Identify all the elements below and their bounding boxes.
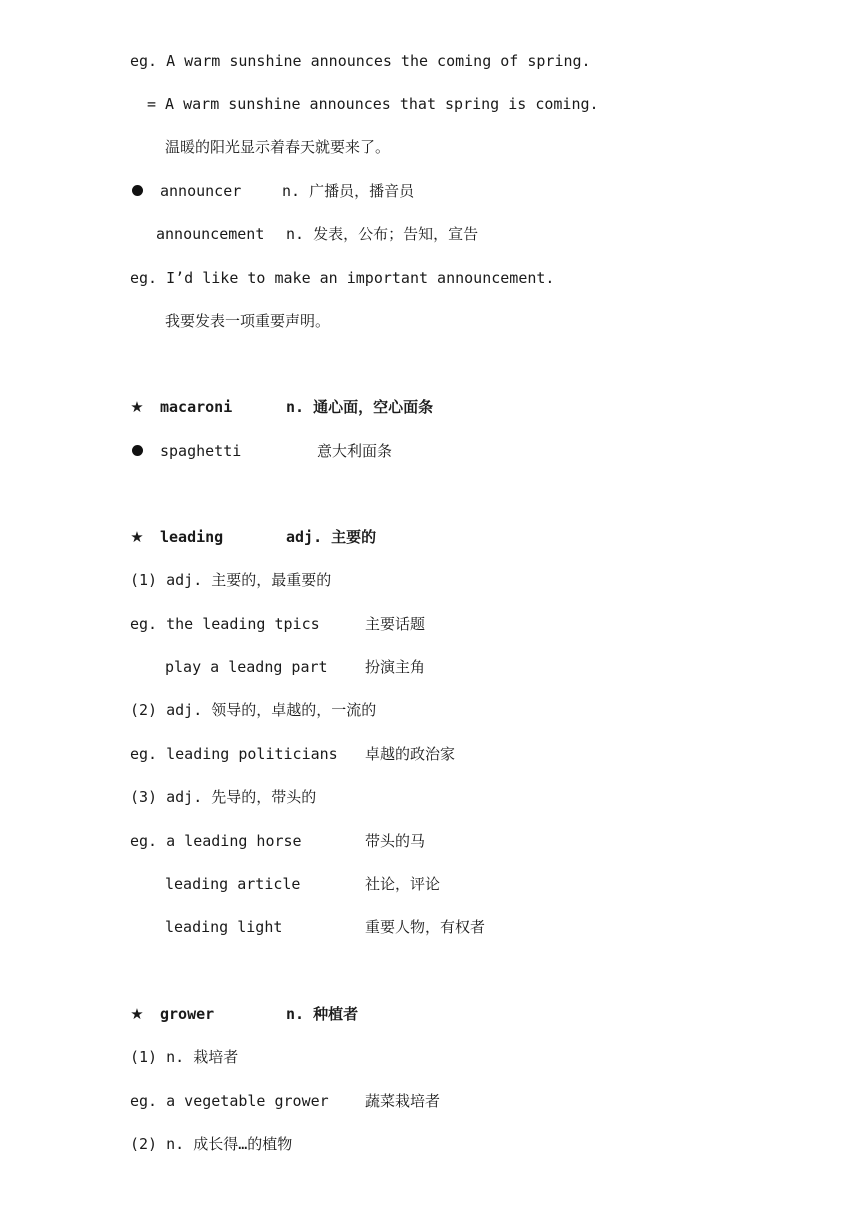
headword: grower xyxy=(160,1005,215,1023)
example-translation: 卓越的政治家 xyxy=(365,745,456,763)
star-icon: ★ xyxy=(130,398,144,416)
example-phrase: leading light xyxy=(165,918,283,936)
example-translation: 我要发表一项重要声明。 xyxy=(165,312,331,330)
example-translation: 蔬菜栽培者 xyxy=(365,1092,441,1110)
bullet-dot-icon xyxy=(130,440,144,462)
headword-definition: adj. 主要的 xyxy=(286,528,377,546)
example-phrase: eg. a leading horse xyxy=(130,832,302,850)
entry-definition: n. 发表，公布；告知，宣告 xyxy=(286,225,479,243)
example-translation: 带头的马 xyxy=(365,832,426,850)
example-phrase: eg. the leading tpics xyxy=(130,615,320,633)
entry-word: announcer xyxy=(160,182,242,200)
example-translation: 扮演主角 xyxy=(365,658,426,676)
example-translation: 社论，评论 xyxy=(365,875,441,893)
bullet-dot-icon xyxy=(130,180,144,202)
star-icon: ★ xyxy=(130,1005,144,1023)
example-sentence: eg. I’d like to make an important announcement. xyxy=(130,269,555,287)
star-icon: ★ xyxy=(130,528,144,546)
example-phrase: leading article xyxy=(165,875,301,893)
sense-line: (2) adj. 领导的，卓越的，一流的 xyxy=(130,701,377,719)
headword: macaroni xyxy=(160,398,233,416)
example-phrase: eg. a vegetable grower xyxy=(130,1092,329,1110)
sense-line: (2) n. 成长得…的植物 xyxy=(130,1135,293,1153)
sense-line: (1) n. 栽培者 xyxy=(130,1048,239,1066)
headword-definition: n. 通心面，空心面条 xyxy=(286,398,434,416)
example-sentence: eg. A warm sunshine announces the coming of spring. xyxy=(130,52,591,70)
related-word: spaghetti xyxy=(160,442,242,460)
example-phrase: eg. leading politicians xyxy=(130,745,338,763)
sense-line: (1) adj. 主要的，最重要的 xyxy=(130,571,332,589)
example-phrase: play a leadng part xyxy=(165,658,328,676)
example-translation: 主要话题 xyxy=(365,615,426,633)
headword: leading xyxy=(160,528,224,546)
related-translation: 意大利面条 xyxy=(317,442,393,460)
entry-word: announcement xyxy=(156,225,265,243)
sense-line: (3) adj. 先导的，带头的 xyxy=(130,788,317,806)
entry-definition: n. 广播员，播音员 xyxy=(282,182,415,200)
example-sentence-alt: = A warm sunshine announces that spring is coming. xyxy=(147,95,599,113)
example-translation: 温暖的阳光显示着春天就要来了。 xyxy=(165,138,391,156)
example-translation: 重要人物，有权者 xyxy=(365,918,486,936)
headword-definition: n. 种植者 xyxy=(286,1005,359,1023)
